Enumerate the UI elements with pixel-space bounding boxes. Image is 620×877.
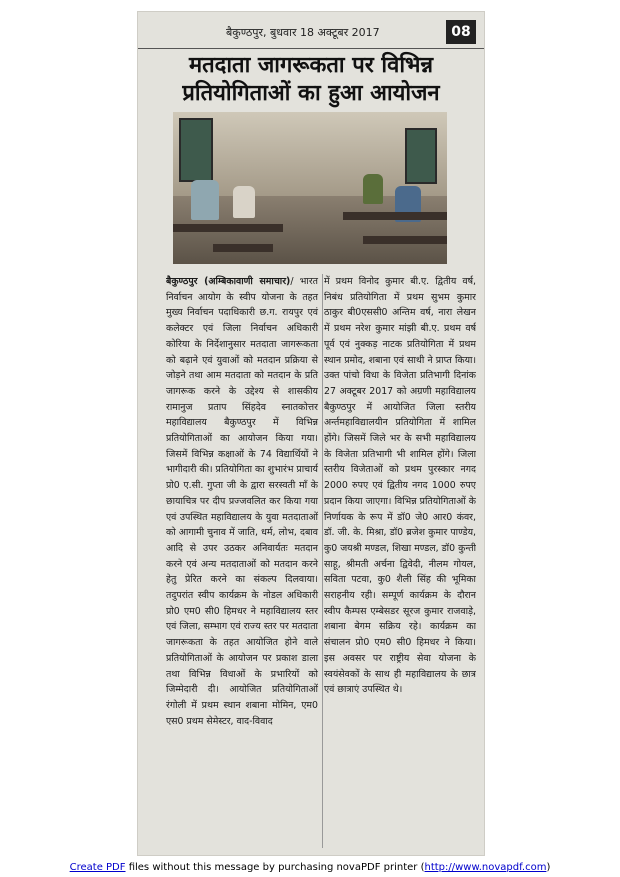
pdf-watermark-footer bbox=[0, 862, 620, 873]
left-column-text: / भारत निर्वाचन आयोग के स्वीप योजना के तहत मुख्य निर्वाचन पदाधिकारी छ.ग. रायपुर एवं कलेक्टर एवं जिला निर्वाचन अधिकारी कोरिया के निर्देशानुसार मतदाता जागरूकता को बढ़ाने एवं युवाओं को मतदान प्रक्रिया से जोड़ने तथा आम मतदाता को मतदान के प्रति जागरूक करने के उद्देश्य से शासकीय रामानुज प्रताप सिंहदेव स्नातकोत्तर महाविद्यालय बैकुण्ठपुर में विभिन्न प्रतियोगिताओं का आयोजन किया गया। जिसमें विभिन्न कक्षाओं के 74 विद्यार्थियों ने भागीदारी की। प्रतियोगिता का शुभारंभ प्राचार्य प्रो0 ए.सी. गुप्ता जी के द्वारा सरस्वती माँ के छायाचित्र पर दीप प्रज्जवलित कर किया गया एवं उपस्थित महाविद्यालय के युवा मतदाताओं को आगामी चुनाव में जाति, धर्म, लोभ, दबाव आदि से उपर उठकर अनिवार्यतः मतदान करने एवं अन्य मतदाताओं को मतदान करने हेतु प्रेरित करने का संकल्प दिलवाया। तदुपरांत स्वीप कार्यक्रम के नोडल अधिकारी प्रो0 एम0 सी0 हिमधर ने महाविद्यालय स्तर एवं जिला, सम्भाग एवं राज्य स्तर पर मतदाता जागरूकता के तहत आयोजित होने वाले प्रतियोगिताओं के आयोजन पर प्रकाश डाला तथा विभिन्न विधाओं के प्रभारियों को जिम्मेदारी दी। आयोजित प्रतियोगिताओं रंगोली में प्रथम स्थान शबाना मोमिन, एम0 एस0 प्रथम सेमेस्टर, वाद-विवाद bbox=[166, 276, 318, 727]
desk-row bbox=[173, 224, 283, 232]
photo-window-right bbox=[405, 128, 437, 184]
page-header bbox=[138, 18, 484, 49]
student-figure bbox=[191, 180, 219, 220]
create-pdf-link[interactable]: Create PDF bbox=[69, 862, 126, 873]
footer-text-1: files without this message by purchasing novaPDF printer ( bbox=[125, 862, 425, 873]
article-headline bbox=[138, 52, 484, 108]
dateline-text: बैकुण्ठपुर, बुधवार 18 अक्टूबर 2017 bbox=[226, 26, 380, 39]
page-number-badge: 08 bbox=[446, 20, 476, 44]
newspaper-clipping bbox=[138, 12, 484, 855]
right-column-text: में प्रथम विनोद कुमार बी.ए. द्वितीय वर्ष, निबंध प्रतियोगिता में प्रथम सुभम कुमार ठाकुर बी0एससी0 अन्तिम वर्ष, नारा लेखन में प्रथम नरेश कुमार मांझी बी.ए. प्रथम वर्ष पूर्व एवं नुक्कड़ नाटक प्रतियोगिता में प्रथम स्थान प्रमोद, शबाना एवं साथी ने प्राप्त किया। उक्त पांचो विधा के विजेता प्रतिभागी दिनांक 27 अक्टूबर 2017 को अग्रणी महाविद्यालय बैकुण्ठपुर में आयोजित जिला स्तरीय अर्न्तमहाविद्यालयीन प्रतियोगिता में शामिल होंगे। जिसमें जिले भर के सभी महाविद्यालय के विजेता प्रतिभागी भी शामिल होंगे। जिला स्तरीय विजेताओं को प्रथम पुरस्कार नगद 2000 रुपए एवं द्वितीय नगद 1000 रुपए प्रदान किया जाएगा। विभिन्न प्रतियोगिताओं के निर्णायक के रूप में डॉ0 जे0 आर0 कंवर, डॉ. जी. के. मिश्रा, डॉ0 ब्रजेश कुमार पाण्डेय, कु0 जयश्री मण्डल, शिखा मण्डल, डॉ0 कुन्ती साहू, श्रीमती अर्चना द्विवेदी, नीलम गोयल, सविता पटवा, कु0 शैली सिंह की भूमिका सराहनीय रही। सम्पूर्ण कार्यक्रम के दौरान स्वीप कैम्पस एम्बेसडर सूरज कुमार राजवाड़े, शबाना बेगम सक्रिय रहे। कार्यक्रम का संचालन प्रो0 एम0 सी0 हिमधर ने किया। इस अवसर पर राष्ट्रीय सेवा योजना के स्वयंसेवकों के साथ ही महाविद्यालय के छात्र एवं छात्राएं उपस्थित थे। bbox=[324, 276, 476, 696]
student-figure bbox=[233, 186, 255, 218]
article-column-right bbox=[324, 274, 476, 848]
classroom-photo bbox=[173, 112, 447, 264]
student-figure bbox=[363, 174, 383, 204]
desk-row bbox=[343, 212, 447, 220]
novapdf-link[interactable]: http://www.novapdf.com bbox=[424, 862, 547, 873]
desk-row bbox=[213, 244, 273, 252]
footer-text-2: ) bbox=[546, 862, 551, 873]
headline-line-1: मतदाता जागरूकता पर विभिन्न bbox=[188, 53, 434, 78]
article-body bbox=[166, 274, 476, 848]
article-dateline: बैकुण्ठपुर (अम्बिकावाणी समाचार) bbox=[166, 276, 291, 287]
desk-row bbox=[363, 236, 447, 244]
headline-line-2: प्रतियोगिताओं का हुआ आयोजन bbox=[182, 81, 440, 106]
article-column-left bbox=[166, 274, 323, 848]
photo-window-left bbox=[179, 118, 213, 182]
